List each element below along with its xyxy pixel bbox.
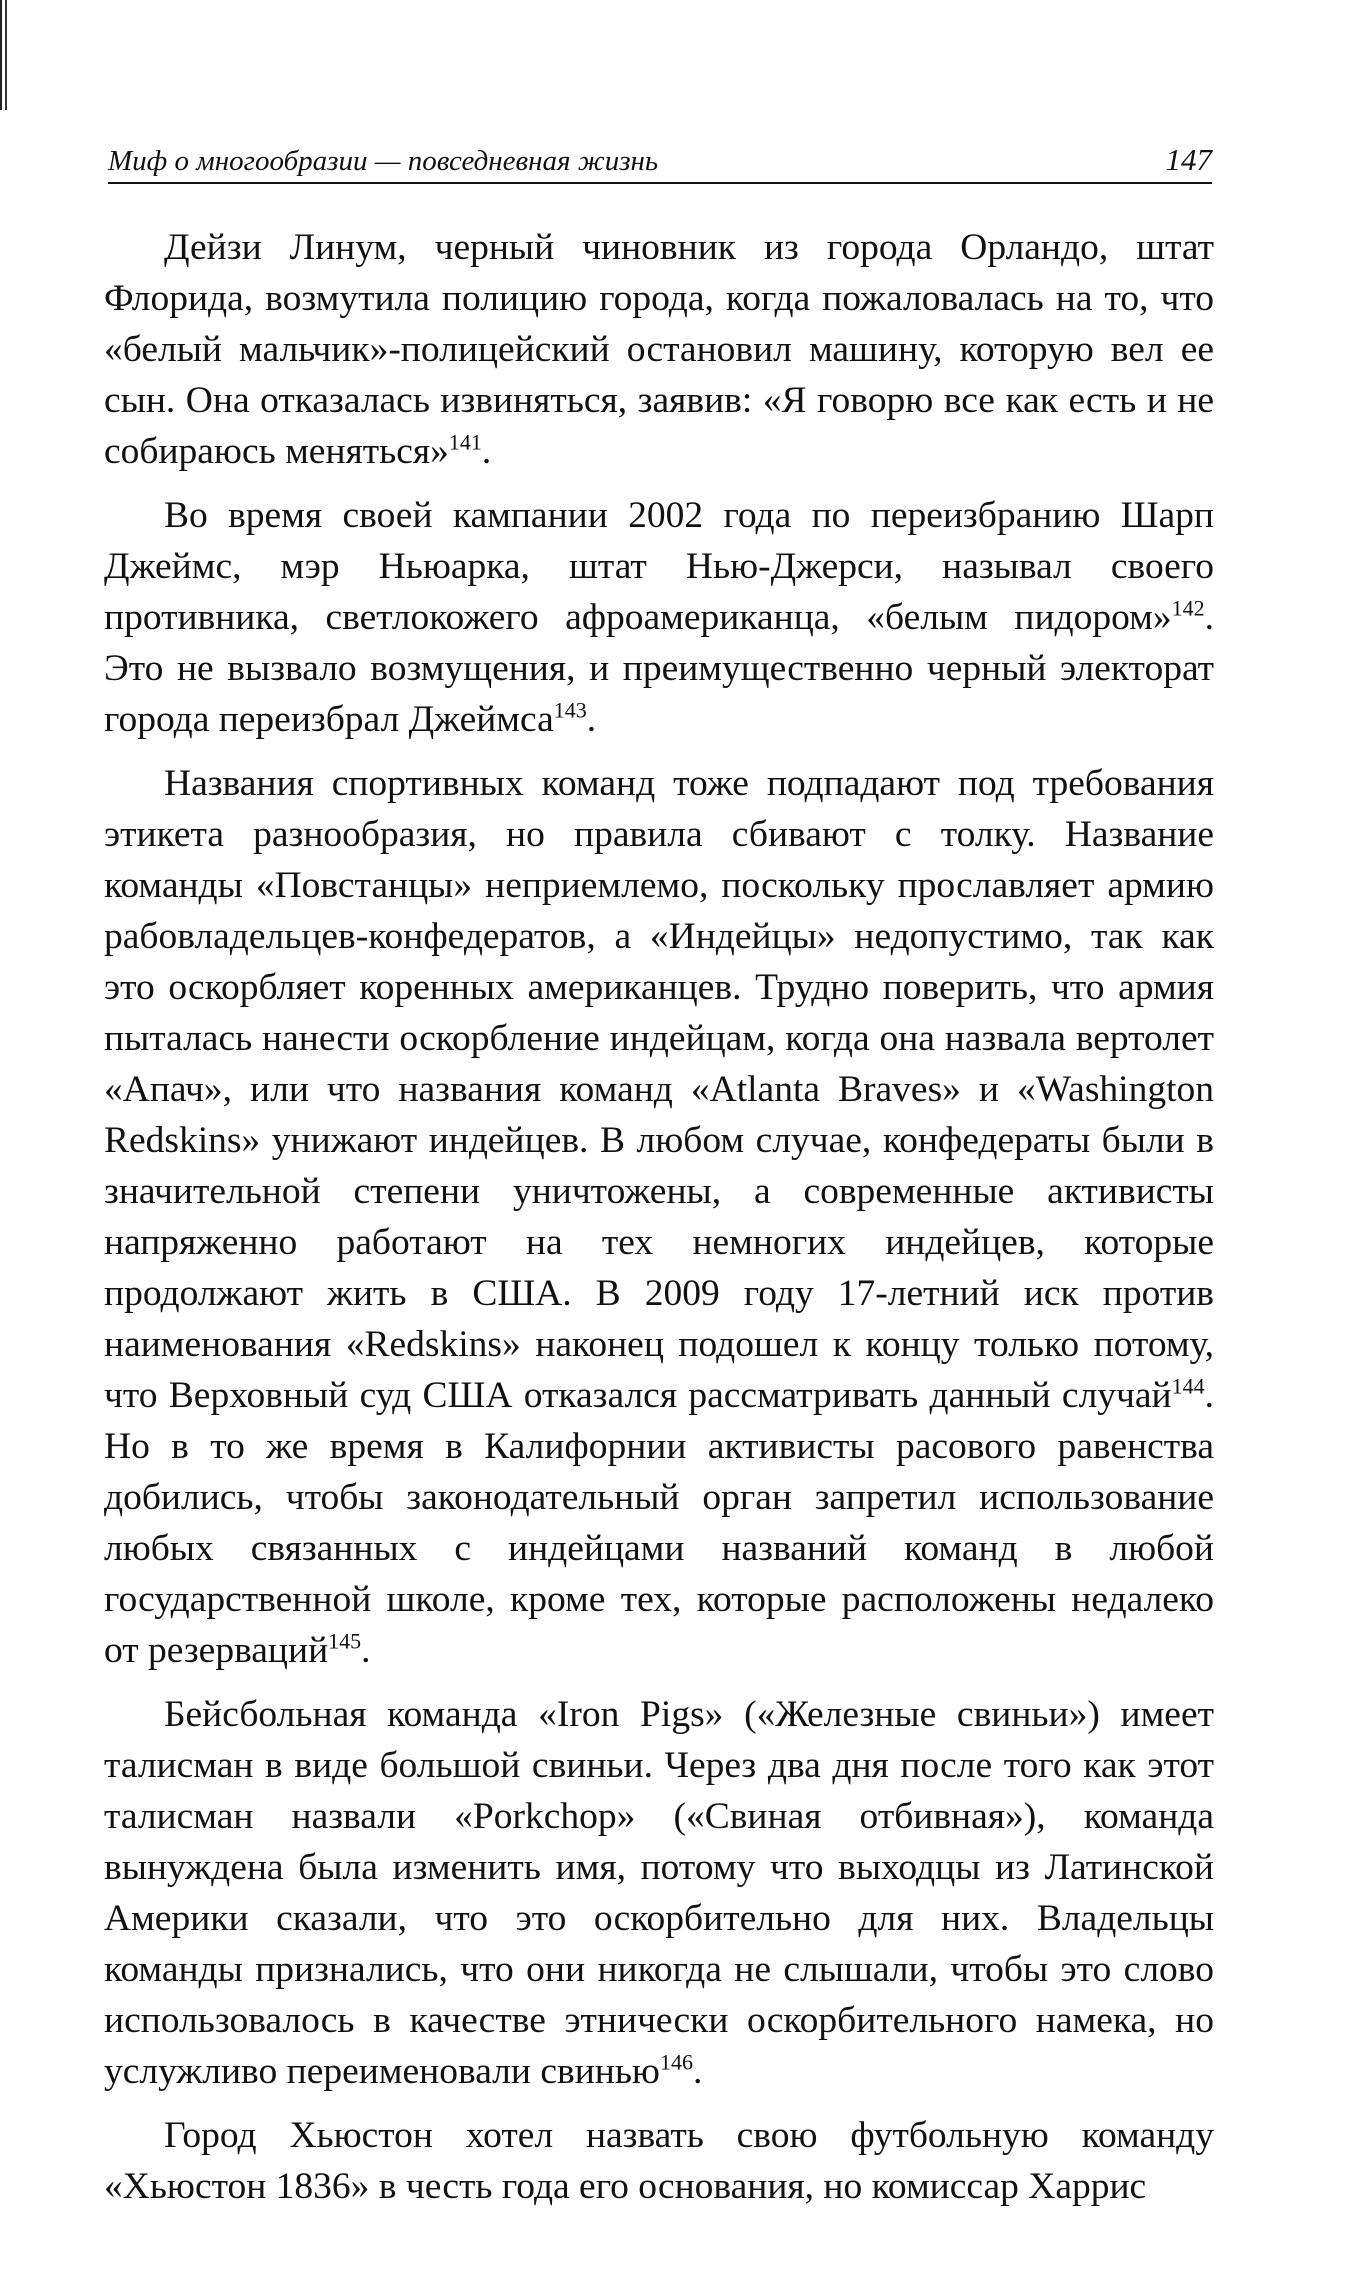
paragraph-text: . (481, 431, 492, 472)
paragraph (104, 2110, 1214, 2212)
paragraph-text: Город Хьюстон хотел назвать свою футбольную команду «Хьюстон 1836» в честь года его основания, но комиссар Харрис (104, 2115, 1214, 2207)
paragraph-text: . (692, 2051, 703, 2092)
paragraph (104, 490, 1214, 745)
running-title: Миф о многообразии — повседневная жизнь (108, 145, 659, 177)
paragraph (104, 1689, 1214, 2097)
footnote-marker: 146 (659, 2049, 693, 2075)
binding-edge (0, 0, 10, 110)
paragraph-text: . (361, 1630, 371, 1671)
footnote-marker: 144 (1171, 1373, 1205, 1399)
footnote-marker: 145 (328, 1628, 362, 1654)
paragraph (104, 758, 1214, 1676)
footnote-marker: 142 (1171, 595, 1205, 621)
paragraph-text: . Это не вызвало возмущения, и преимущественно черный электорат города переизбрал Джеймса (104, 597, 1214, 740)
paragraph-text: Названия спортивных команд тоже подпадают под требования этикета разнообразия, но правила сбивают с толку. Название команды «Повстанцы» неприемлемо, поскольку прославляет армию рабовладельцев-конфедератов, а «Индейцы» недопустимо, так как это оскорбляет коренных американцев. Трудно поверить, что армия пыталась нанести оскорбление индейцам, когда она назвала вертолет «Апач», или что названия команд «Atlanta Braves» и «Washington Redskins» унижают индейцев. В любом случае, конфедераты были в значительной степени уничтожены, а современные активисты напряженно работают на тех немногих индейцев, которые продолжают жить в США. В 2009 году 17-летний иск против наименования «Redskins» наконец подошел к концу только потому, что Верховный суд США отказался рассматривать данный случай (104, 763, 1214, 1416)
page-header (108, 140, 1212, 184)
paragraph (104, 222, 1214, 477)
body-text (104, 222, 1214, 2212)
paragraph-text: Во время своей кампании 2002 года по переизбранию Шарп Джеймс, мэр Ньюарка, штат Нью-Джерси, называл своего противника, светлокожего афроамериканца, «белым пидором» (104, 495, 1214, 638)
footnote-marker: 141 (448, 429, 482, 455)
paragraph-text: . (586, 699, 597, 740)
page-number: 147 (1165, 142, 1212, 177)
paragraph-text: Бейсбольная команда «Iron Pigs» («Железные свиньи») имеет талисман в виде большой свиньи. Через два дня после того как этот талисман назвали «Porkchop» («Свиная отбивная»), команда вынуждена была изменить имя, потому что выходцы из Латинской Америки сказали, что это оскорбительно для них. Владельцы команды признались, что они никогда не слышали, чтобы это слово использовалось в качестве этнически оскорбительного намека, но услужливо переименовали свинью (104, 1694, 1214, 2092)
footnote-marker: 143 (553, 697, 587, 723)
paragraph-text: . Но в то же время в Калифорнии активисты расового равенства добились, чтобы законодательный орган запретил использование любых связанных с индейцами названий команд в любой государственной школе, кроме тех, которые расположены недалеко от резерваций (104, 1375, 1214, 1671)
paragraph-text: Дейзи Линум, черный чиновник из города Орландо, штат Флорида, возмутила полицию города, когда пожаловалась на то, что «белый мальчик»-полицейский остановил машину, которую вел ее сын. Она отказалась извиняться, заявив: «Я говорю все как есть и не собираюсь меняться» (104, 227, 1214, 472)
